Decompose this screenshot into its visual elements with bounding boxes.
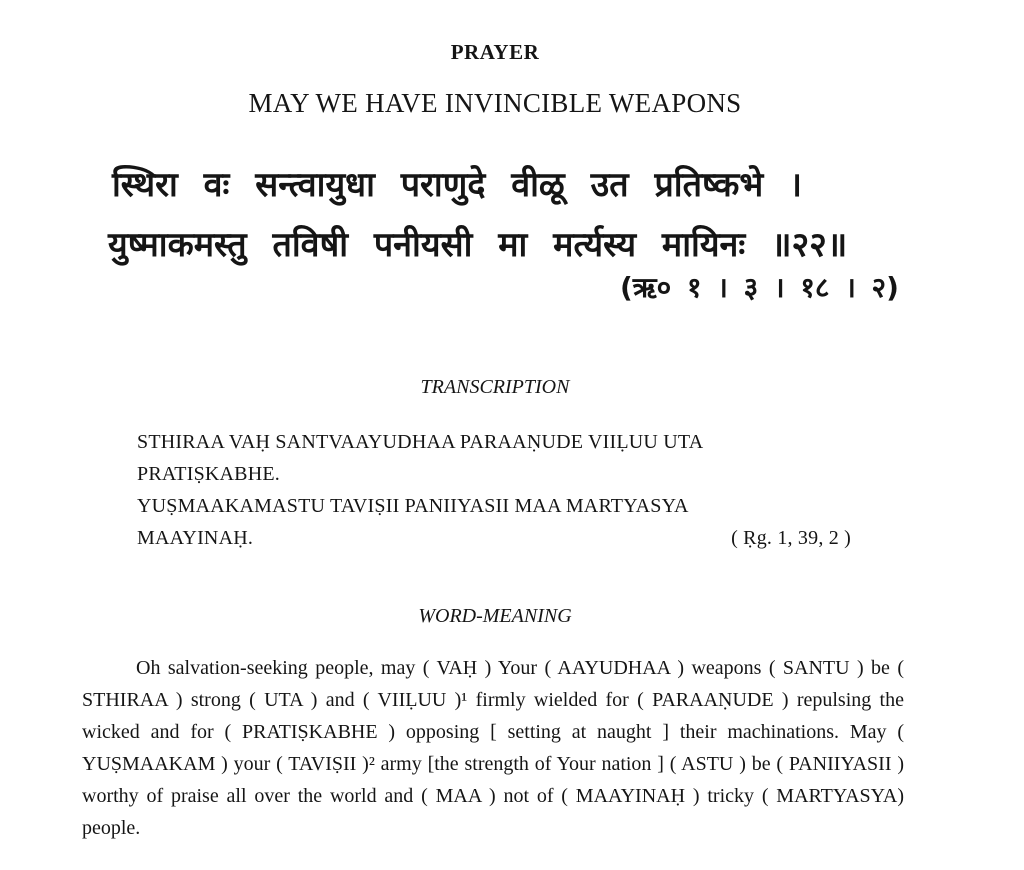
mantra-reference: (ऋ० १ । ३ । १८ । २) [620,271,899,304]
transcription-row [137,426,851,458]
word-meaning-paragraph: Oh salvation-seeking people, may ( VAḤ ) Your ( AAYUDHAA ) weapons ( SANTU ) be ( STHIRAA ) strong ( UTA ) and ( VIIḶUU )¹ firmly wielded for ( PARAAṆUDE ) repulsing the wicked and for ( PRATIṢKABHE ) opposing [ setting at naught ] their machinations. May ( YUṢMAAKAM ) your ( TAVIṢII )² army [the strength of Your nation ] ( ASTU ) be ( PANIIYASII ) worthy of praise all over the world and ( MAA ) not of ( MAAYINAḤ ) tricky ( MARTYASYA) people. [82,657,904,839]
mantra-line-1: स्थिरा वः सन्त्वायुधा पराणुदे वीळू उत प्रतिष्कभे । [112,165,803,205]
transcription-row [137,490,851,522]
page-title: MAY WE HAVE INVINCIBLE WEAPONS [248,88,742,118]
transcription-row [137,458,851,490]
word-meaning-body [82,652,904,844]
transcription-line-4: MAAYINAḤ. [137,527,254,549]
transcription-block [137,426,851,554]
word-meaning-heading: WORD-MEANING [418,605,572,627]
mantra-line-2: युष्माकमस्तु तविषी पनीयसी मा मर्त्यस्य मायिनः ॥२२॥ [108,225,848,265]
prayer-label: PRAYER [450,40,540,64]
transcription-line-2: PRATIṢKABHE. [137,463,280,485]
transcription-line-3: YUṢMAAKAMASTU TAVIṢII PANIIYASII MAA MARTYASYA [137,495,689,517]
transcription-row [137,522,851,554]
transcription-heading: TRANSCRIPTION [420,376,570,398]
transcription-line-1: STHIRAA VAḤ SANTVAAYUDHAA PARAAṆUDE VIIḶUU UTA [137,431,704,453]
transcription-reference: ( Ṛg. 1, 39, 2 ) [731,527,851,549]
